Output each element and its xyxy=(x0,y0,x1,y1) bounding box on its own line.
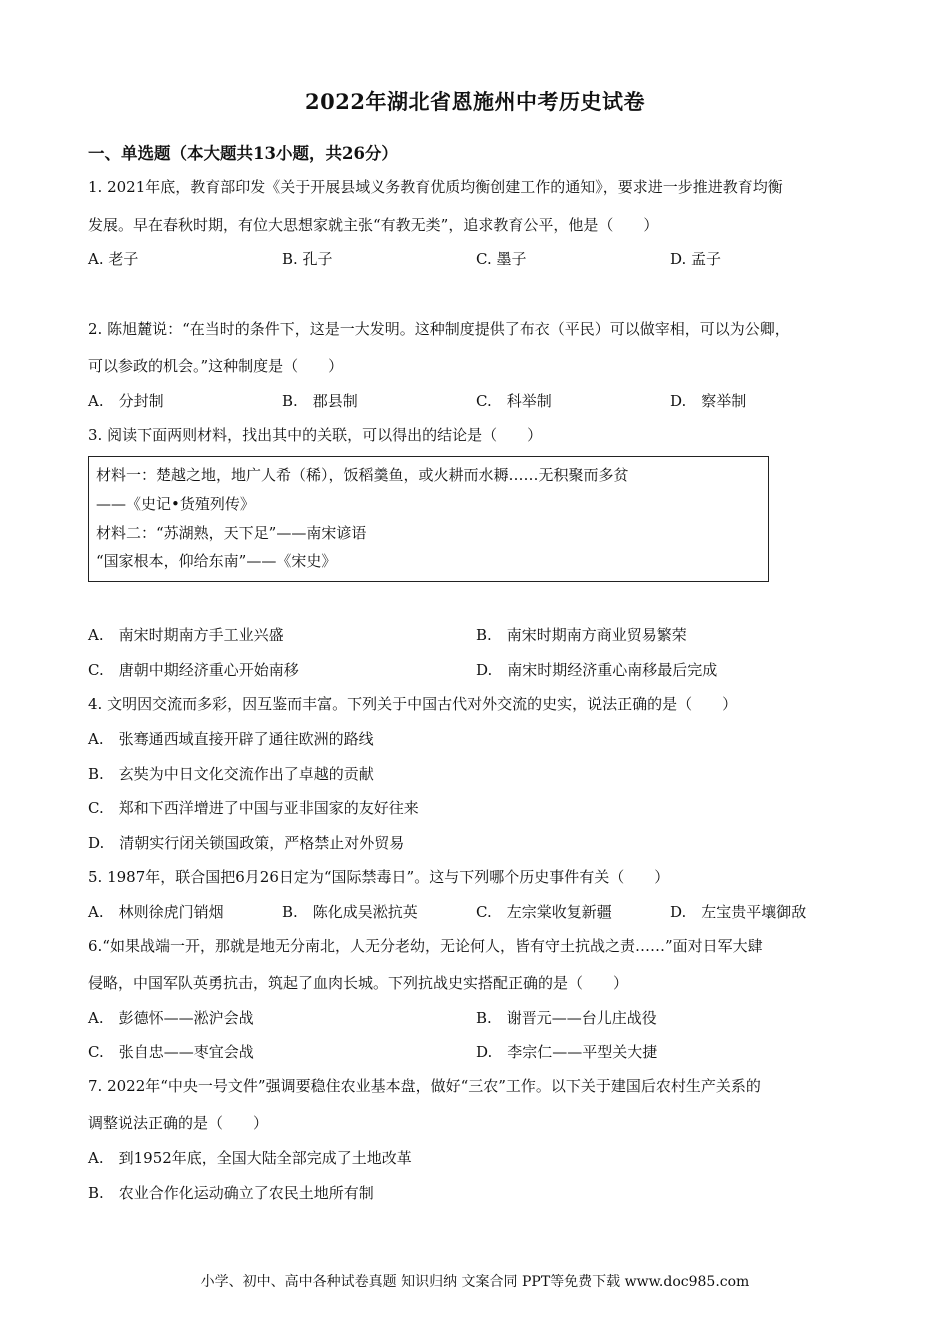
question-4-option-a: A. 张骞通西域直接开辟了通往欧洲的路线 xyxy=(88,730,374,748)
question-5-option-c: C. 左宗棠收复新疆 xyxy=(476,903,612,921)
question-4-option-b: B. 玄奘为中日文化交流作出了卓越的贡献 xyxy=(88,765,374,783)
question-2-option-b: B. 郡县制 xyxy=(282,392,358,410)
question-7-line-1: 7. 2022年“中央一号文件”强调要稳住农业基本盘，做好“三农”工作。以下关于建国后农村生产关系的 xyxy=(88,1077,761,1095)
question-1-option-a: A. 老子 xyxy=(88,250,139,268)
page-footer: 小学、初中、高中各种试卷真题 知识归纳 文案合同 PPT等免费下载 www.doc985.com xyxy=(200,1274,750,1290)
question-6-option-a: A. 彭德怀——淞沪会战 xyxy=(88,1009,254,1027)
question-1-option-b: B. 孔子 xyxy=(282,250,333,268)
question-3-option-c: C. 唐朝中期经济重心开始南移 xyxy=(88,661,299,679)
question-5-option-d: D. 左宝贵平壤御敌 xyxy=(670,903,807,921)
question-7-line-2: 调整说法正确的是（ ） xyxy=(88,1114,269,1132)
question-2-line-2: 可以参政的机会。”这种制度是（ ） xyxy=(88,357,344,375)
question-1-option-d: D. 孟子 xyxy=(670,250,722,268)
material-line-1: 材料一：楚越之地，地广人希（稀），饭稻羹鱼，或火耕而水耨……无积聚而多贫 xyxy=(96,466,629,484)
material-line-2: ——《史记•货殖列传》 xyxy=(96,495,255,513)
question-6-line-1: 6.“如果战端一开，那就是地无分南北，人无分老幼，无论何人，皆有守土抗战之责……”面对日军大肆 xyxy=(88,937,763,955)
question-3-option-a: A. 南宋时期南方手工业兴盛 xyxy=(88,626,284,644)
question-2-option-a: A. 分封制 xyxy=(88,392,164,410)
question-3-line-1: 3. 阅读下面两则材料，找出其中的关联，可以得出的结论是（ ） xyxy=(88,426,543,444)
question-4-line-1: 4. 文明因交流而多彩，因互鉴而丰富。下列关于中国古代对外交流的史实，说法正确的是（ ） xyxy=(88,695,738,713)
question-6-option-b: B. 谢晋元——台儿庄战役 xyxy=(476,1009,657,1027)
question-2-line-1: 2. 陈旭麓说：“在当时的条件下，这是一大发明。这种制度提供了布衣（平民）可以做宰相，可以为公卿， xyxy=(88,320,790,338)
exam-title: 2022年湖北省恩施州中考历史试卷 xyxy=(305,89,645,114)
question-2-option-c: C. 科举制 xyxy=(476,392,552,410)
question-1-line-2: 发展。早在春秋时期，有位大思想家就主张“有教无类”，追求教育公平，他是（ ） xyxy=(88,216,659,234)
question-3-option-b: B. 南宋时期南方商业贸易繁荣 xyxy=(476,626,687,644)
question-2-option-d: D. 察举制 xyxy=(670,392,747,410)
material-line-4: “国家根本，仰给东南”——《宋史》 xyxy=(96,552,337,570)
question-7-option-a: A. 到1952年底，全国大陆全部完成了土地改革 xyxy=(88,1149,412,1167)
question-5-option-b: B. 陈化成吴淞抗英 xyxy=(282,903,418,921)
question-5-option-a: A. 林则徐虎门销烟 xyxy=(88,903,224,921)
question-1-line-1: 1. 2021年底，教育部印发《关于开展县域义务教育优质均衡创建工作的通知》，要求进一步推进教育均衡 xyxy=(88,178,783,196)
question-4-option-c: C. 郑和下西洋增进了中国与亚非国家的友好往来 xyxy=(88,799,419,817)
question-5-line-1: 5. 1987年，联合国把6月26日定为“国际禁毒日”。这与下列哪个历史事件有关（ ） xyxy=(88,868,670,886)
question-7-option-b: B. 农业合作化运动确立了农民土地所有制 xyxy=(88,1184,374,1202)
question-6-option-d: D. 李宗仁——平型关大捷 xyxy=(476,1043,658,1061)
question-6-line-2: 侵略，中国军队英勇抗击，筑起了血肉长城。下列抗战史实搭配正确的是（ ） xyxy=(88,974,629,992)
question-6-option-c: C. 张自忠——枣宜会战 xyxy=(88,1043,254,1061)
question-3-option-d: D. 南宋时期经济重心南移最后完成 xyxy=(476,661,718,679)
material-line-3: 材料二：“苏湖熟，天下足”——南宋谚语 xyxy=(96,524,367,542)
question-1-option-c: C. 墨子 xyxy=(476,250,527,268)
section-heading: 一、单选题（本大题共13小题，共26分） xyxy=(88,144,398,163)
question-4-option-d: D. 清朝实行闭关锁国政策，严格禁止对外贸易 xyxy=(88,834,405,852)
